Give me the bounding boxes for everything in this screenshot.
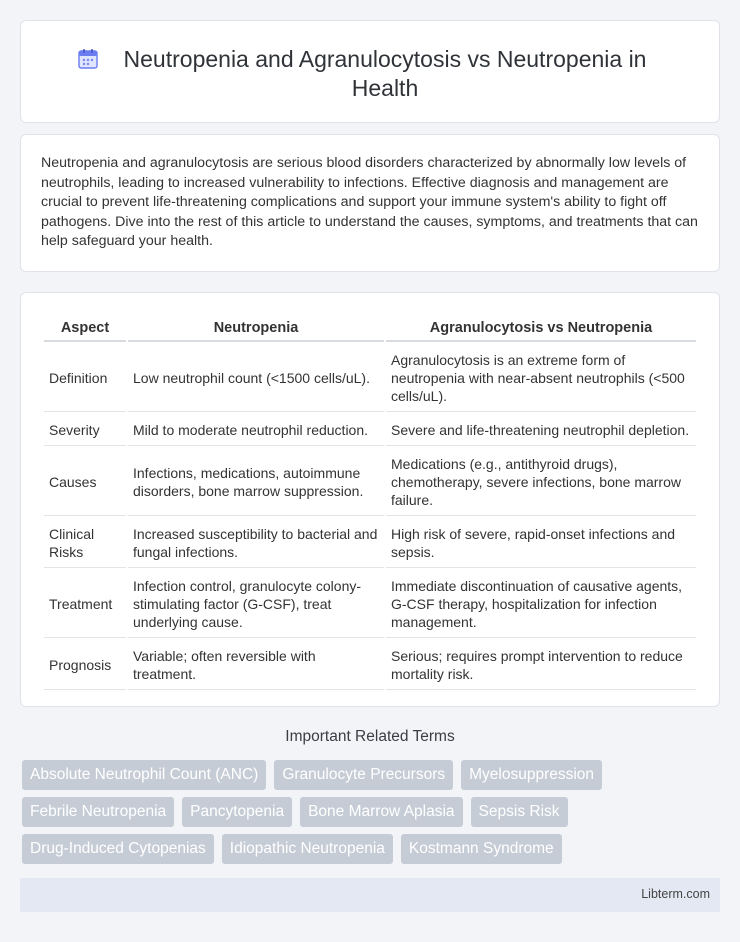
related-term-tag[interactable]: Febrile Neutropenia	[22, 797, 174, 827]
title-card	[20, 20, 720, 123]
related-term-tag[interactable]: Absolute Neutrophil Count (ANC)	[22, 760, 266, 790]
cell-neutropenia: Infections, medications, autoimmune disorders, bone marrow suppression.	[128, 448, 384, 516]
cell-neutropenia: Low neutrophil count (<1500 cells/uL).	[128, 344, 384, 412]
header-agranulocytosis: Agranulocytosis vs Neutropenia	[386, 317, 696, 342]
header-aspect: Aspect	[44, 317, 126, 342]
table-row	[44, 640, 696, 690]
tag-row	[22, 760, 722, 790]
cell-agranulocytosis: Immediate discontinuation of causative agents, G-CSF therapy, hospitalization for infection management.	[386, 570, 696, 638]
footer-site[interactable]: Libterm.com	[641, 887, 710, 901]
table-row	[44, 518, 696, 568]
tag-row	[22, 834, 722, 864]
related-terms-title: Important Related Terms	[285, 728, 455, 745]
cell-aspect: Definition	[44, 344, 126, 412]
comparison-table	[42, 315, 698, 692]
tag-row	[22, 797, 722, 827]
table-row	[44, 344, 696, 412]
cell-neutropenia: Increased susceptibility to bacterial and fungal infections.	[128, 518, 384, 568]
related-term-tag[interactable]: Myelosuppression	[461, 760, 602, 790]
intro-paragraph: Neutropenia and agranulocytosis are serious blood disorders characterized by abnormally low levels of neutrophils, leading to increased vulnerability to infections. Effective diagnosis and management are crucial to prevent life-threatening complications and support your immune system's ability to fight off pathogens. Dive into the rest of this article to understand the causes, symptoms, and treatments that can help safeguard your health.	[41, 155, 698, 250]
header-neutropenia: Neutropenia	[128, 317, 384, 342]
cell-aspect: Clinical Risks	[44, 518, 126, 568]
cell-neutropenia: Mild to moderate neutrophil reduction.	[128, 414, 384, 446]
related-term-tag[interactable]: Granulocyte Precursors	[274, 760, 453, 790]
table-header-row	[44, 317, 696, 342]
related-term-tag[interactable]: Bone Marrow Aplasia	[300, 797, 462, 827]
related-term-tag[interactable]: Pancytopenia	[182, 797, 292, 827]
page-title-text: Neutropenia and Agranulocytosis vs Neutropenia in Health	[123, 46, 647, 101]
table-row	[44, 570, 696, 638]
related-terms	[22, 760, 722, 871]
cell-agranulocytosis: Medications (e.g., antithyroid drugs), chemotherapy, severe infections, bone marrow failure.	[386, 448, 696, 516]
cell-aspect: Causes	[44, 448, 126, 516]
table-row	[44, 448, 696, 516]
cell-neutropenia: Infection control, granulocyte colony-stimulating factor (G-CSF), treat underlying cause.	[128, 570, 384, 638]
cell-aspect: Severity	[44, 414, 126, 446]
related-term-tag[interactable]: Idiopathic Neutropenia	[222, 834, 393, 864]
comparison-card	[20, 292, 720, 707]
cell-aspect: Prognosis	[44, 640, 126, 690]
intro-card	[20, 134, 720, 272]
related-term-tag[interactable]: Kostmann Syndrome	[401, 834, 562, 864]
cell-agranulocytosis: High risk of severe, rapid-onset infections and sepsis.	[386, 518, 696, 568]
cell-agranulocytosis: Agranulocytosis is an extreme form of neutropenia with near-absent neutrophils (<500 cells/uL).	[386, 344, 696, 412]
table-row	[44, 414, 696, 446]
cell-agranulocytosis: Serious; requires prompt intervention to reduce mortality risk.	[386, 640, 696, 690]
cell-agranulocytosis: Severe and life-threatening neutrophil depletion.	[386, 414, 696, 446]
related-term-tag[interactable]: Drug-Induced Cytopenias	[22, 834, 214, 864]
cell-aspect: Treatment	[44, 570, 126, 638]
page-title	[21, 45, 719, 103]
cell-neutropenia: Variable; often reversible with treatment.	[128, 640, 384, 690]
related-term-tag[interactable]: Sepsis Risk	[471, 797, 568, 827]
footer	[20, 878, 720, 912]
